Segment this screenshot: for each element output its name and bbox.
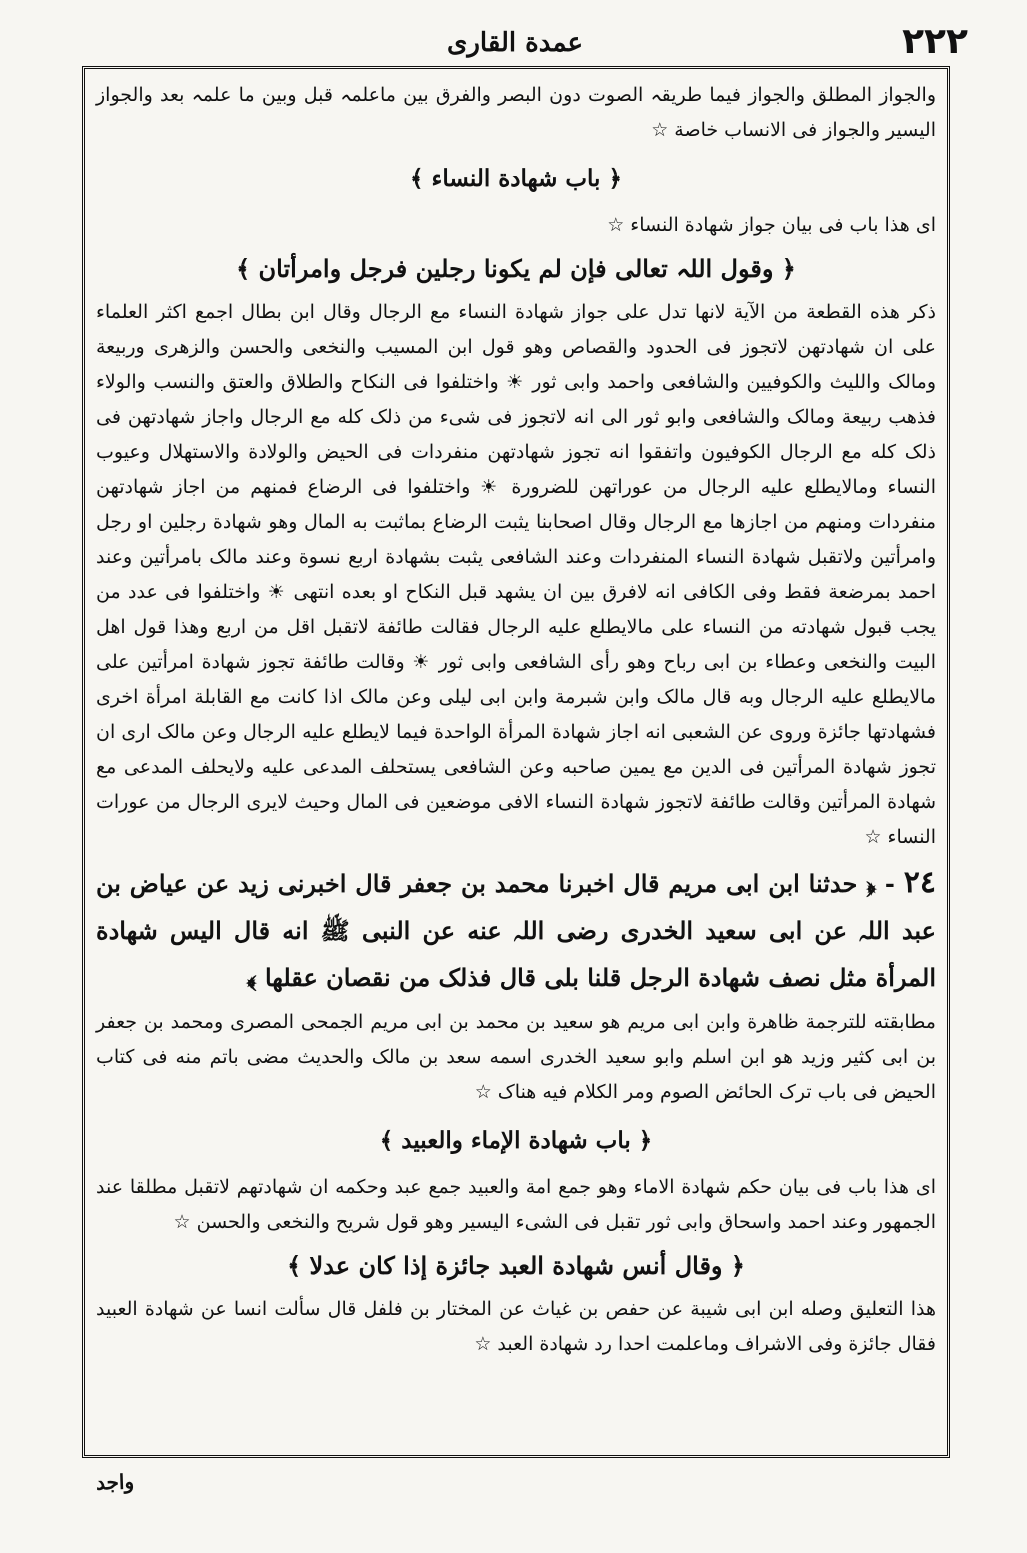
ornament-close-icon: ﴾ (236, 254, 251, 283)
ornament-close-icon: ﴾ (410, 165, 424, 192)
page-header (40, 20, 990, 64)
hadith-text: ٢٤ - ﴿ حدثنا ابن ابی مریم قال اخبرنا محمد بن جعفر قال اخبرنی زید عن عیاض بن عبد اللہ عن ابی سعید الخدری رضی اللہ عنه عن النبی ﷺ انه قال الیس شهادة المرأة مثل نصف شهادة الرجل قلنا بلی قال فذلک من نقصان عقلها ﴾ (96, 865, 936, 992)
chapter-title: باب شهادة الإماء والعبید (401, 1127, 631, 1154)
chapter-title: باب شهادة النساء (431, 165, 601, 192)
ornament-open-icon: ﴿ (608, 165, 622, 192)
chapter-heading-women-testimony (96, 154, 936, 204)
chapter-heading-slaves-testimony (96, 1116, 936, 1166)
paragraph-commentary: ذکر هذه القطعة من الآیة لانها تدل علی جواز شهادة النساء مع الرجال وقال ابن بطال اجمع اکثر العلماء علی ان شهادتهن لاتجوز فی الحدود والقصاص وهو قول ابن المسیب والنخعی والحسن والزهری وربیعة ومالک والليث والکوفیین والشافعی واحمد وابی ثور ☀ واختلفوا فی النکاح والطلاق والعتق والنسب والولاء فذهب ربیعة ومالک والشافعی وابو ثور الی انه لاتجوز فی شیء من ذلک کله مع الرجال واجاز شهادتهن فی ذلک کله مع الرجال الکوفیون واتفقوا انه تجوز شهادتهن منفردات فی الحیض والولادة والاستهلال وعیوب النساء ومالایطلع علیه الرجال من عوراتهن للضرورة ☀ واختلفوا فی الرضاع فمنهم من اجاز شهادتهن منفردات ومنهم من اجازها مع الرجال وقال اصحابنا یثبت الرضاع بماثبت به المال وهو شهادة رجلین او رجل وامرأتین ولاتقبل شهادة النساء المنفردات وعند الشافعی یثبت بشهادة اربع نسوة وعند مالک بامرأتین وعند احمد بمرضعة فقط وفی الکافی انه لافرق بین ان یشهد قبل النکاح او بعده انتهی ☀ واختلفوا فی عدد من یجب قبول شهادته من النساء علی مالایطلع علیه الرجال فقالت طائفة لاتقبل اقل من اربع وهذا قول اهل البیت والنخعی وعطاء بن ابی رباح وهو رأی الشافعی وابی ثور ☀ وقالت طائفة تجوز شهادة امرأتین علی مالایطلع علیه الرجال وبه قال مالک وابن شبرمة وابن ابی لیلی وعن مالک اذا کانت مع القابلة امرأة اخری فشهادتها جائزة وروی عن الشعبی انه اجاز شهادة المرأة الواحدة فیما لایطلع علیه الرجال وعن مالک اری ان تجوز شهادة المرأتین فی الدین مع یمین صاحبه وعن الشافعی یستحلف المدعی علیه ولایحلف المدعی مع شهادة المرأتین وقالت طائفة لاتجوز شهادة النساء الافی موضعین فی المال وحیث لایری الرجال من عورات النساء ☆ (96, 301, 937, 848)
paragraph-chapter-note: ای هذا باب فی بیان جواز شهادة النساء ☆ (607, 214, 936, 236)
hadith-number: ٢٤ (903, 865, 936, 900)
hadith-body: حدثنا ابن ابی مریم قال اخبرنا محمد بن جعفر قال اخبرنی زید عن عیاض بن عبد اللہ عن ابی سعید الخدری رضی اللہ عنه عن النبی ﷺ انه قال الیس شهادة المرأة مثل نصف شهادة الرجل قلنا بلی قال فذلک من نقصان عقلها (96, 869, 936, 992)
paragraph-final: هذا التعلیق وصله ابن ابی شیبة عن حفص بن غیاث عن المختار بن فلفل قال سألت انسا عن شهادة العبید فقال جائزة وفی الاشراف وماعلمت احدا رد شهادة العبد ☆ (96, 1298, 936, 1355)
signature: واجد (95, 1469, 135, 1495)
quote-text: وقول اللہ تعالی فإن لم یکونا رجلین فرجل وامرأتان (258, 254, 774, 283)
quran-quote (96, 245, 936, 293)
paragraph-chapter2-note: ای هذا باب فی بیان حکم شهادة الاماء وهو جمع امة والعبید جمع عبد وحکمه ان شهادتهم لاتقبل مطلقا عند الجمهور وعند احمد واسحاق وابی ثور تقبل فی الشیء الیسیر وهو قول شریح والنخعی والحسن ☆ (96, 1176, 936, 1233)
ornament-close-icon: ﴾ (246, 963, 257, 992)
ornament-close-icon: ﴾ (287, 1251, 302, 1280)
page-content (96, 78, 936, 1362)
ornament-open-icon: ﴿ (638, 1127, 653, 1154)
paragraph-intro: والجواز المطلق والجواز فیما طریقہ الصوت دون البصر والفرق بین ماعلمہ قبل وبین ما علمہ بعد والجواز الیسیر والجواز فی الانساب خاصة ☆ (96, 84, 936, 141)
quote-text: وقال أنس شهادة العبد جائزة إذا کان عدلا (309, 1251, 723, 1280)
ornament-close-icon: ﴾ (379, 1127, 394, 1154)
page-number: ٢٢٢ (902, 21, 968, 62)
ornament-open-icon: ﴿ (866, 869, 877, 898)
ornament-open-icon: ﴿ (781, 254, 796, 283)
ornament-open-icon: ﴿ (730, 1251, 745, 1280)
book-title: عمدة القاری (447, 28, 583, 58)
anas-quote (96, 1242, 936, 1290)
paragraph-hadith-commentary: مطابقته للترجمة ظاهرة وابن ابی مریم هو سعید بن محمد بن ابی مریم الجمحی المصری ومحمد بن جعفر بن ابی کثیر وزید هو ابن اسلم وابو سعید الخدری اسمه سعد بن مالک والحدیث مضی باتم منه فی کتاب الحیض فی باب ترک الحائض الصوم ومر الکلام فیه هناک ☆ (96, 1011, 936, 1103)
